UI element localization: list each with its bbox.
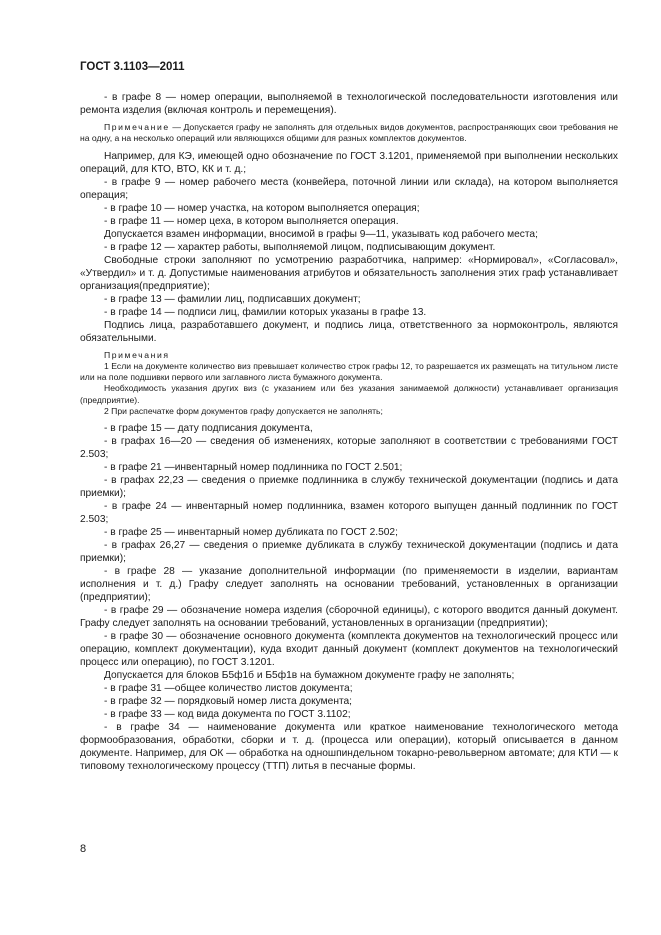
body-paragraph — [80, 526, 618, 539]
paragraph-text: — Допускается графу не заполнять для отдельных видов документов, распространяющих свои требования не на одну, а на несколько операций или являющихся общими для разных комплектов документов. — [80, 122, 618, 144]
body-paragraph — [80, 241, 618, 254]
paragraph-text: Необходимость указания других виз (с указанием или без указания занимаемой должности) устанавливает организация (предприятие). — [80, 383, 618, 405]
body-paragraph — [80, 539, 618, 565]
paragraph-text: - в графе 32 — порядковый номер листа документа; — [104, 696, 352, 708]
page-number: 8 — [80, 843, 87, 855]
paragraph-text: - в графе 31 —общее количество листов документа; — [104, 683, 353, 695]
body-paragraph — [80, 150, 618, 176]
paragraph-text: - в графе 13 — фамилии лиц, подписавших документ; — [104, 293, 361, 305]
paragraph-text: - в графе 12 — характер работы, выполняемой лицом, подписывающим документ. — [104, 241, 496, 253]
body-paragraph — [80, 422, 618, 435]
paragraph-text: - в графе 28 — указание дополнительной информации (по применяемости в изделии, вариантам исполнения и т. д.) Графу следует заполнять на основании требований, установленных в организации (предприятии); — [80, 566, 618, 604]
body-paragraph — [80, 202, 618, 215]
body-paragraph — [80, 565, 618, 604]
note-paragraph — [80, 383, 618, 406]
body-paragraph — [80, 682, 618, 695]
paragraph-text: Допускается взамен информации, вносимой в графы 9—11, указывать код рабочего места; — [104, 228, 538, 240]
body-paragraph — [80, 695, 618, 708]
note-paragraph — [80, 361, 618, 384]
paragraph-text: Например, для КЭ, имеющей одно обозначение по ГОСТ 3.1201, применяемой при выполнении нескольких операций, для КТО, ВТО, КК и т. д.; — [80, 150, 618, 175]
body-paragraph — [80, 293, 618, 306]
paragraph-text: - в графе 29 — обозначение номера изделия (сборочной единицы), с которого вводится данный документ. Графу следует заполнять на основании требований, установленных в организации (предприятии); — [80, 605, 618, 630]
paragraph-text: - в графе 10 — номер участка, на котором выполняется операция; — [104, 202, 420, 214]
paragraph-text: - в графе 34 — наименование документа или краткое наименование технологического метода формообразования, обработки, сборки и т. д. (процесса или операции), который описывается в данном документе. Например, для ОК — обработка на одношпиндельном токарно-револьверном автомате; для КТИ — к типовому технологическому процессу (ТТП) литья в песчаные формы. — [80, 722, 618, 773]
note-paragraph — [80, 122, 618, 145]
body-paragraph — [80, 228, 618, 241]
note-label: Примечание — [104, 122, 170, 132]
paragraph-text: - в графе 30 — обозначение основного документа (комплекта документов на технологический процесс или операцию, комплект документации), куда входит данный документ (комплект документов на технологический процесс или операцию), по ГОСТ 3.1201. — [80, 631, 618, 669]
body-paragraph — [80, 306, 618, 319]
paragraph-text: - в графе 11 — номер цеха, в котором выполняется операция. — [104, 215, 399, 227]
paragraph-text: - в графе 33 — код вида документа по ГОСТ 3.1102; — [104, 709, 351, 721]
page-header-title: ГОСТ 3.1103—2011 — [80, 61, 185, 73]
body-paragraph — [80, 604, 618, 630]
note-label: Примечания — [104, 349, 170, 360]
body-paragraph — [80, 669, 618, 682]
body-paragraph — [80, 319, 618, 345]
paragraph-text: - в графе 8 — номер операции, выполняемой в технологической последовательности изготовления или ремонта изделия (включая контроль и перемещения). — [80, 92, 618, 116]
body-paragraph — [80, 461, 618, 474]
paragraph-text: - в графах 22,23 — сведения о приемке подлинника в службу технической документации (подпись и дата приемки); — [80, 475, 618, 500]
paragraph-text: - в графе 24 — инвентарный номер подлинника, взамен которого выпущен данный подлинник по ГОСТ 2.503; — [80, 501, 618, 526]
paragraph-text: - в графе 9 — номер рабочего места (конвейера, поточной линии или склада), на котором выполняется операция; — [80, 176, 618, 201]
body-paragraph — [80, 254, 618, 293]
paragraph-text: - в графе 14 — подписи лиц, фамилии которых указаны в графе 13. — [104, 306, 427, 318]
paragraph-text: 1 Если на документе количество виз превышает количество строк графы 12, то разрешается их размещать на титульном листе или на поле подшивки первого или заглавного листа бумажного документа. — [80, 360, 618, 383]
note-paragraph — [80, 406, 618, 417]
body-paragraph — [80, 91, 618, 117]
note-paragraph — [80, 350, 618, 361]
body-paragraph — [80, 708, 618, 721]
paragraph-text: Подпись лица, разработавшего документ, и подпись лица, ответственного за нормоконтроль, являются обязательными. — [80, 319, 618, 344]
paragraph-text: - в графе 25 — инвентарный номер дубликата по ГОСТ 2.502; — [104, 527, 398, 539]
paragraph-text: Допускается для блоков Б5ф1б и Б5ф1в на бумажном документе графу не заполнять; — [104, 670, 515, 682]
paragraph-text: 2 При распечатке форм документов графу допускается не заполнять; — [104, 406, 383, 417]
body-paragraph — [80, 215, 618, 228]
paragraph-text: - в графе 21 —инвентарный номер подлинника по ГОСТ 2.501; — [104, 462, 403, 474]
body-paragraph — [80, 176, 618, 202]
paragraph-text: - в графе 15 — дату подписания документа, — [104, 423, 313, 435]
body-paragraph — [80, 630, 618, 669]
body-paragraph — [80, 721, 618, 773]
body-paragraph — [80, 435, 618, 461]
document-body — [80, 91, 618, 773]
body-paragraph — [80, 474, 618, 500]
body-paragraph — [80, 500, 618, 526]
paragraph-text: - в графах 26,27 — сведения о приемке дубликата в службу технической документации (подпись и дата приемки); — [80, 540, 618, 565]
paragraph-text: Свободные строки заполняют по усмотрению разработчика, например: «Нормировал», «Согласовал», «Утвердил» и т. д. Допустимые наименования атрибутов и обязательность заполнения этих граф устанавливает организация(предприятие); — [80, 254, 618, 292]
paragraph-text: - в графах 16—20 — сведения об изменениях, которые заполняют в соответствии с требованиями ГОСТ 2.503; — [80, 436, 618, 461]
